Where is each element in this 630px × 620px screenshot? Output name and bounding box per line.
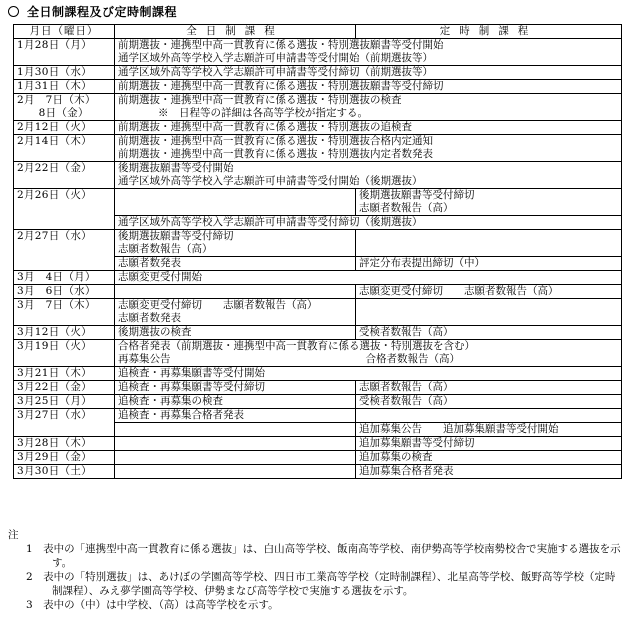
fulltime-cell: [115, 423, 356, 437]
event-cell: 通学区域外高等学校入学志願許可申請書等受付締切（後期選抜）: [115, 216, 622, 230]
date-cell: 3月30日（土）: [14, 465, 115, 479]
notes: [8, 528, 623, 612]
table-row: [14, 299, 622, 326]
table-row: [14, 94, 622, 121]
table-row: [14, 451, 622, 465]
date-cell: 2月22日（金）: [14, 162, 115, 189]
fulltime-cell: 追検査・再募集願書等受付締切: [115, 381, 356, 395]
table-row: [14, 39, 622, 66]
date-cell: 3月29日（金）: [14, 451, 115, 465]
date-cell: 3月 6日（水）: [14, 285, 115, 299]
fulltime-cell: [115, 451, 356, 465]
event-cell: 前期選抜・連携型中高一貫教育に係る選抜・特別選抜の追検査: [115, 121, 622, 135]
note-item: 3 表中の（中）は中学校、（高）は高等学校を示す。: [26, 599, 279, 611]
header-parttime: 定時制課程: [356, 25, 622, 39]
date-cell: 3月12日（火）: [14, 326, 115, 340]
date-cell: 2月 7日（木） 8日（金）: [14, 94, 115, 121]
table-row: [14, 285, 622, 299]
table-row: [14, 340, 622, 367]
fulltime-cell: 志願変更受付締切 志願者数報告（高） 志願者数発表: [115, 299, 356, 326]
table-row: [14, 230, 622, 257]
parttime-cell: 志願変更受付締切 志願者数報告（高）: [356, 285, 622, 299]
event-cell: 合格者発表（前期選抜・連携型中高一貫教育に係る選抜・特別選抜を含む） 再募集公告 合格者数報告（高）: [115, 340, 622, 367]
table-header-row: [14, 25, 622, 39]
date-cell: 2月27日（水）: [14, 230, 115, 271]
date-cell: 1月30日（水）: [14, 66, 115, 80]
parttime-cell: 受検者数報告（高）: [356, 395, 622, 409]
parttime-cell: 後期選抜願書等受付締切 志願者数報告（高）: [356, 189, 622, 216]
table-row: [14, 135, 622, 162]
date-cell: 3月21日（木）: [14, 367, 115, 381]
parttime-cell: 追加募集願書等受付締切: [356, 437, 622, 451]
event-cell: 前期選抜・連携型中高一貫教育に係る選抜・特別選抜願書等受付締切: [115, 80, 622, 94]
table-row: [14, 271, 622, 285]
parttime-cell: [356, 230, 622, 257]
table-row: [14, 381, 622, 395]
date-cell: 3月 4日（月）: [14, 271, 115, 285]
parttime-cell: 評定分布表提出締切（中）: [356, 257, 622, 271]
table-row: [14, 367, 622, 381]
parttime-cell: 追加募集合格者発表: [356, 465, 622, 479]
date-cell: 3月25日（月）: [14, 395, 115, 409]
fulltime-cell: 後期選抜願書等受付締切 志願者数報告（高）: [115, 230, 356, 257]
date-cell: 1月31日（木）: [14, 80, 115, 94]
event-cell: 前期選抜・連携型中高一貫教育に係る選抜・特別選抜合格内定通知 前期選抜・連携型中高一貫教育に係る選抜・特別選抜内定者数発表: [115, 135, 622, 162]
parttime-cell: [356, 299, 622, 326]
table-row: [14, 409, 622, 423]
date-cell: 3月22日（金）: [14, 381, 115, 395]
event-cell: 追検査・再募集願書等受付開始: [115, 367, 622, 381]
event-cell: 後期選抜願書等受付開始 通学区域外高等学校入学志願許可申請書等受付開始（後期選抜）: [115, 162, 622, 189]
date-cell: 3月28日（木）: [14, 437, 115, 451]
parttime-cell: [356, 409, 622, 423]
header-date: 月日（曜日）: [14, 25, 115, 39]
fulltime-cell: [115, 465, 356, 479]
table-row: [14, 326, 622, 340]
table-row: [14, 465, 622, 479]
date-cell: 3月19日（火）: [14, 340, 115, 367]
header-fulltime: 全日制課程: [115, 25, 356, 39]
table-row: [14, 395, 622, 409]
fulltime-cell: [115, 437, 356, 451]
parttime-cell: 受検者数報告（高）: [356, 326, 622, 340]
table-row: [14, 189, 622, 216]
fulltime-cell: [115, 189, 356, 216]
table-row: [14, 162, 622, 189]
table-row: [14, 437, 622, 451]
date-cell: 2月14日（木）: [14, 135, 115, 162]
event-cell: 通学区域外高等学校入学志願許可申請書等受付締切（前期選抜等）: [115, 66, 622, 80]
date-cell: 2月12日（火）: [14, 121, 115, 135]
table-row: [14, 80, 622, 94]
section-heading-text: 全日制課程及び定時制課程: [27, 5, 178, 19]
circle-bullet-icon: [8, 6, 19, 17]
parttime-cell: 追加募集の検査: [356, 451, 622, 465]
date-cell: 3月27日（水）: [14, 409, 115, 437]
fulltime-cell: 追検査・再募集の検査: [115, 395, 356, 409]
date-cell: 2月26日（火）: [14, 189, 115, 230]
fulltime-cell: 後期選抜の検査: [115, 326, 356, 340]
notes-title: 注: [8, 529, 19, 541]
schedule-table: [13, 24, 622, 479]
table-row: [14, 121, 622, 135]
note-item: 2 表中の「特別選抜」は、あけぼの学園高等学校、四日市工業高等学校（定時制課程）、北星高等学校、飯野高等学校（定時制課程）、みえ夢学園高等学校、伊勢まなび高等学校で実施する選抜を示す。: [26, 571, 616, 597]
parttime-cell: 追加募集公告 追加募集願書等受付開始: [356, 423, 622, 437]
table-row: [14, 66, 622, 80]
fulltime-cell: 追検査・再募集合格者発表: [115, 409, 356, 423]
event-cell: 前期選抜・連携型中高一貫教育に係る選抜・特別選抜の検査 ※ 日程等の詳細は各高等学校が指定する。: [115, 94, 622, 121]
date-cell: 3月 7日（木）: [14, 299, 115, 326]
section-heading: [8, 4, 177, 20]
event-cell: 前期選抜・連携型中高一貫教育に係る選抜・特別選抜願書等受付開始 通学区域外高等学校入学志願許可申請書等受付開始（前期選抜等）: [115, 39, 622, 66]
parttime-cell: 志願者数報告（高）: [356, 381, 622, 395]
note-item: 1 表中の「連携型中高一貫教育に係る選抜」は、白山高等学校、飯南高等学校、南伊勢高等学校南勢校舎で実施する選抜を示す。: [26, 543, 621, 569]
date-cell: 1月28日（月）: [14, 39, 115, 66]
fulltime-cell: [115, 285, 356, 299]
event-cell: 志願変更受付開始: [115, 271, 622, 285]
fulltime-cell: 志願者数発表: [115, 257, 356, 271]
